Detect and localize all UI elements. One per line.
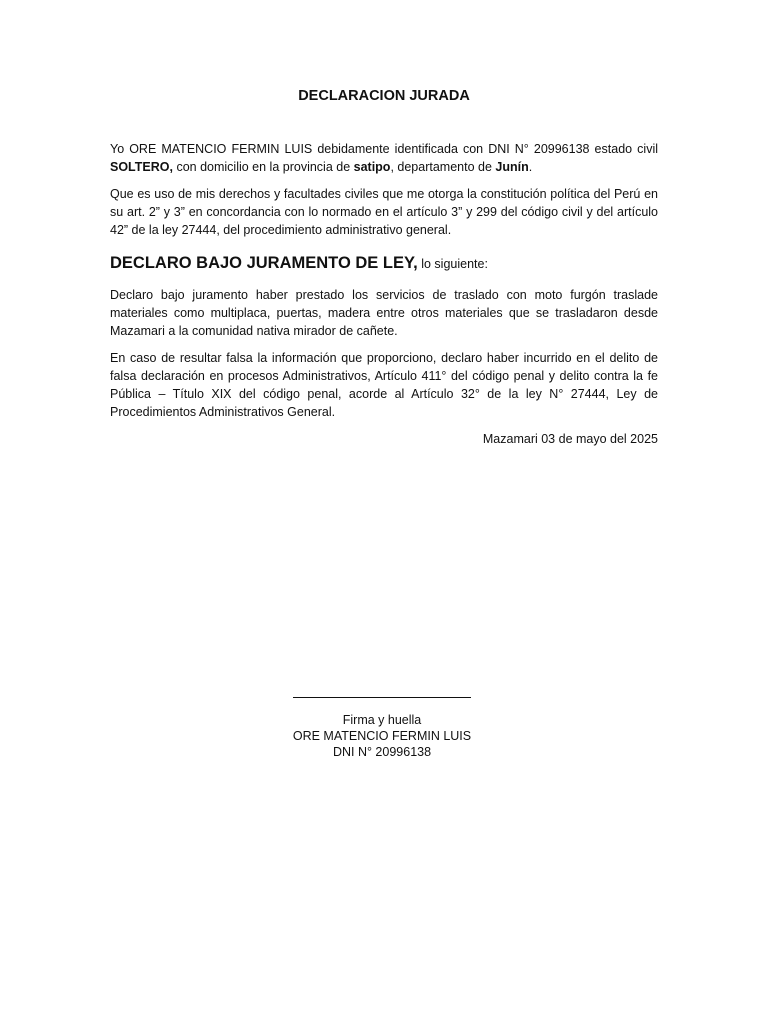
declaration-heading-main: DECLARO BAJO JURAMENTO DE LEY,: [110, 254, 418, 272]
civil-status: SOLTERO,: [110, 160, 173, 174]
signature-block: [282, 697, 482, 760]
document-date: Mazamari 03 de mayo del 2025: [482, 432, 658, 446]
province: satipo: [353, 160, 391, 174]
liability-paragraph: En caso de resultar falsa la información que proporciono, declaro haber incurrido en el delito de falsa declaración en procesos Administrativos, Artículo 411° del código penal y delito contra la fe Pública – Título XIX del código penal, acorde al Artículo 32° de la ley N° 27444, Ley de Procedimientos Administrativos General.: [110, 351, 658, 419]
identity-text-c: , departamento de: [390, 160, 496, 174]
department: Junín: [495, 160, 529, 174]
identity-text-d: .: [528, 160, 533, 174]
signer-dni: DNI N° 20996138: [332, 745, 432, 759]
document-body: [110, 86, 658, 448]
signature-label: Firma y huella: [342, 713, 422, 727]
declaration-heading-suffix: lo siguiente:: [421, 257, 488, 271]
rights-paragraph: Que es uso de mis derechos y facultades civiles que me otorga la constitución política del Perú en su art. 2” y 3” en concordancia con lo normado en el artículo 3” y 299 del código civil y del artículo 42” de la ley 27444, del procedimiento administrativo general.: [110, 187, 658, 237]
signature-line: [293, 697, 471, 698]
signer-name: ORE MATENCIO FERMIN LUIS: [292, 729, 472, 743]
document-title: DECLARACION JURADA: [298, 88, 470, 104]
identity-text-b: con domicilio en la provincia de: [172, 160, 354, 174]
identity-text-a: Yo ORE MATENCIO FERMIN LUIS debidamente identificada con DNI N° 20996138 estado civil: [110, 142, 658, 156]
declaration-heading: [110, 251, 658, 276]
services-paragraph: Declaro bajo juramento haber prestado los servicios de traslado con moto furgón traslade materiales como multiplaca, puertas, madera entre otros materiales que se trasladaron desde Mazamari a la comunidad nativa mirador de cañete.: [110, 288, 658, 338]
identity-paragraph: [110, 140, 658, 176]
